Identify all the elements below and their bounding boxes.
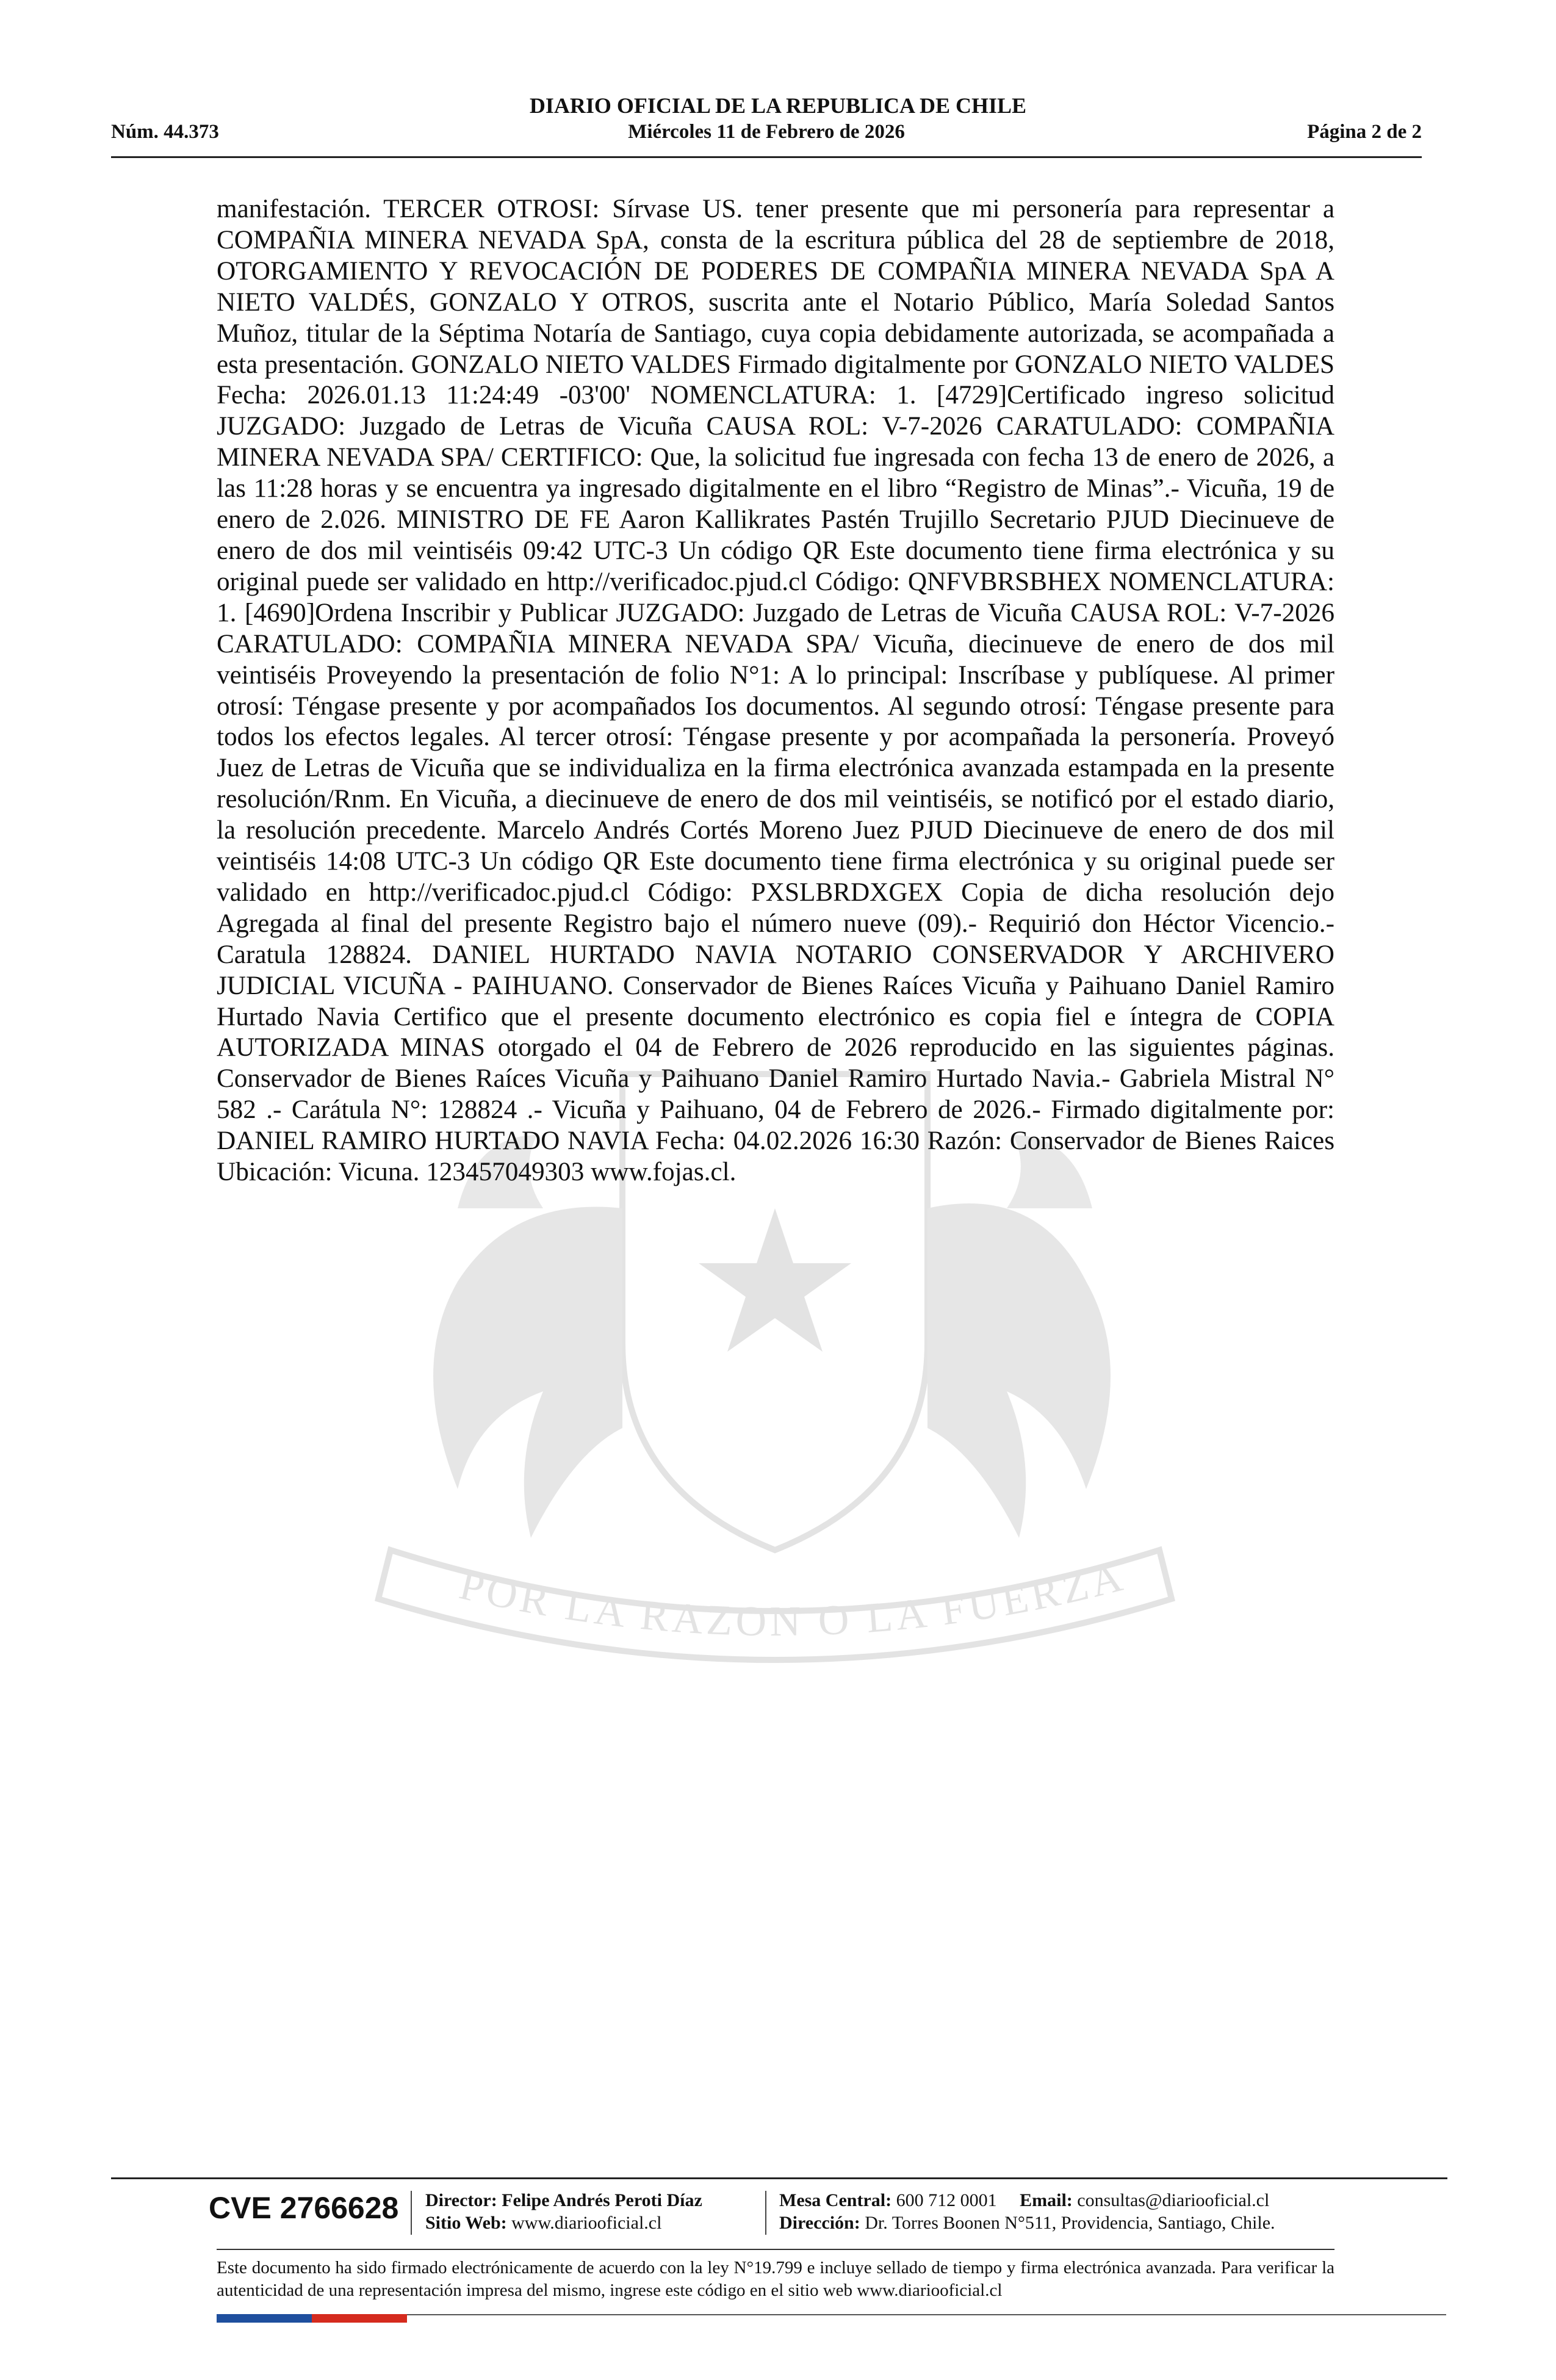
header-divider — [111, 156, 1422, 158]
footer-note-divider — [217, 2249, 1334, 2250]
website-link[interactable]: www.diariooficial.cl — [511, 2213, 662, 2233]
email-label: Email: — [1020, 2190, 1073, 2210]
flag-blue-stripe — [217, 2314, 312, 2323]
document-body: manifestación. TERCER OTROSI: Sírvase US. tener presente que mi personería para representar a COMPAÑIA MINERA NEVADA SpA, consta de la escritura pública del 28 de septiembre de 2018, OTORGAMIENTO Y REVOCACIÓN DE PODERES DE COMPAÑIA MINERA NEVADA SpA A NIETO VALDÉS, GONZALO Y OTROS, suscrita ante el Notario Público, María Soledad Santos Muñoz, titular de la Séptima Notaría de Santiago, cuya copia debidamente autorizada, se acompañada a esta presentación. GONZALO NIETO VALDES Firmado digitalmente por GONZALO NIETO VALDES Fecha: 2026.01.13 11:24:49 -03'00' NOMENCLATURA: 1. [4729]Certificado ingreso solicitud JUZGADO: Juzgado de Letras de Vicuña CAUSA ROL: V-7-2026 CARATULADO: COMPAÑIA MINERA NEVADA SPA/ CERTIFICO: Que, la solicitud fue ingresada con fecha 13 de enero de 2026, a las 11:28 horas y se encuentra ya ingresado digitalmente en el libro “Registro de Minas”.- Vicuña, 19 de enero de 2.026. MINISTRO DE FE Aaron Kallikrates Pastén Trujillo Secretario PJUD Diecinueve de enero de dos mil veintiséis 09:42 UTC-3 Un código QR Este documento tiene firma electrónica y su original puede ser validado en http://verificadoc.pjud.cl Código: QNFVBRSBHEX NOMENCLATURA: 1. [4690]Ordena Inscribir y Publicar JUZGADO: Juzgado de Letras de Vicuña CAUSA ROL: V-7-2026 CARATULADO: COMPAÑIA MINERA NEVADA SPA/ Vicuña, diecinueve de enero de dos mil veintiséis Proveyendo la presentación de folio N°1: A lo principal: Inscríbase y publíquese. Al primer otrosí: Téngase presente y por acompañados Ios documentos. Al segundo otrosí: Téngase presente para todos los efectos legales. Al tercer otrosí: Téngase presente y por acompañada la personería. Proveyó Juez de Letras de Vicuña que se individualiza en la firma electrónica avanzada estampada en la presente resolución/Rnm. En Vicuña, a diecinueve de enero de dos mil veintiséis, se notificó por el estado diario, la resolución precedente. Marcelo Andrés Cortés Moreno Juez PJUD Diecinueve de enero de dos mil veintiséis 14:08 UTC-3 Un código QR Este documento tiene firma electrónica y su original puede ser validado en http://verificadoc.pjud.cl Código: PXSLBRDXGEX Copia de dicha resolución dejo Agregada al final del presente Registro bajo el número nueve (09).- Requirió don Héctor Vicencio.- Caratula 128824. DANIEL HURTADO NAVIA NOTARIO CONSERVADOR Y ARCHIVERO JUDICIAL VICUÑA - PAIHUANO. Conservador de Bienes Raíces Vicuña y Paihuano Daniel Ramiro Hurtado Navia Certifico que el presente documento electrónico es copia fiel e íntegra de COPIA AUTORIZADA MINAS otorgado el 04 de Febrero de 2026 reproducido en las siguientes páginas. Conservador de Bienes Raíces Vicuña y Paihuano Daniel Ramiro Hurtado Navia.- Gabriela Mistral N° 582 .- Carátula N°: 128824 .- Vicuña y Paihuano, 04 de Febrero de 2026.- Firmado digitalmente por: DANIEL RAMIRO HURTADO NAVIA Fecha: 04.02.2026 16:30 Razón: Conservador de Bienes Raices Ubicación: Vicuna. 123457049303 www.fojas.cl. — [217, 195, 1334, 1187]
cve-divider — [411, 2191, 412, 2235]
gazette-title: DIARIO OFICIAL DE LA REPUBLICA DE CHILE — [529, 93, 1027, 118]
footer-middle-divider — [765, 2191, 766, 2235]
header-row — [111, 121, 1422, 148]
address-value: Dr. Torres Boonen N°511, Providencia, Santiago, Chile. — [865, 2213, 1275, 2233]
motto-text: POR LA RAZON O LA FUERZA — [455, 1552, 1131, 1646]
email-link[interactable]: consultas@diariooficial.cl — [1077, 2190, 1270, 2210]
website-label: Sitio Web: — [425, 2213, 507, 2233]
issue-date: Miércoles 11 de Febrero de 2026 — [628, 121, 905, 143]
verification-note: Este documento ha sido firmado electrónicamente de acuerdo con la ley N°19.799 e incluye sellado de tiempo y firma electrónica avanzada. Para verificar la autenticidad de una representación impresa del mismo, ingrese este código en el sitio web www.diariooficial.cl — [217, 2258, 1334, 2300]
mesa-phone: 600 712 0001 — [896, 2190, 997, 2210]
mesa-label: Mesa Central: — [779, 2190, 892, 2210]
flag-stripe — [217, 2314, 407, 2323]
address-label: Dirección: — [779, 2213, 860, 2233]
website-line — [425, 2212, 661, 2234]
svg-text:POR LA RAZON O LA FUERZA — [455, 1552, 1130, 1645]
cve-code: CVE 2766628 — [209, 2191, 399, 2225]
director-name: Felipe Andrés Peroti Díaz — [502, 2190, 702, 2210]
issue-number: Núm. 44.373 — [111, 121, 219, 143]
page-number: Página 2 de 2 — [1307, 121, 1422, 143]
footer-top-divider — [111, 2177, 1447, 2179]
contact-line — [779, 2190, 1269, 2212]
director-line — [425, 2190, 702, 2212]
director-label: Director: — [425, 2190, 497, 2210]
address-line — [779, 2212, 1275, 2234]
flag-red-stripe — [312, 2314, 407, 2323]
